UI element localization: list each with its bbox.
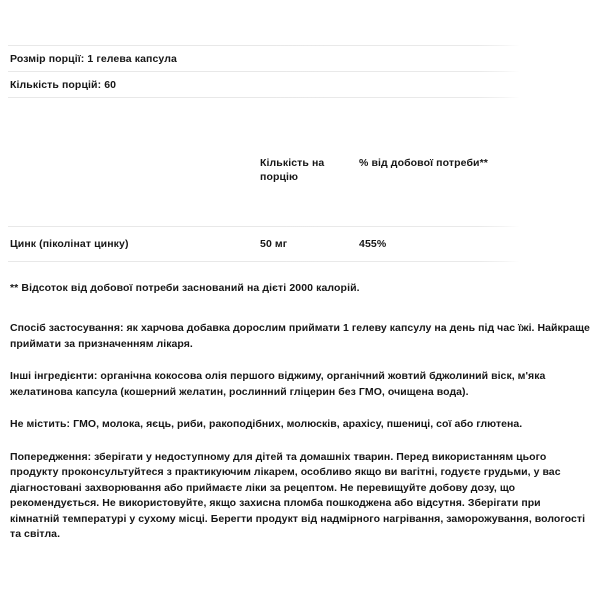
table-header-spacer xyxy=(8,98,600,156)
nutrient-amount: 50 мг xyxy=(260,238,288,250)
top-spacer xyxy=(8,0,600,45)
table-row xyxy=(8,227,600,261)
directions-text: Спосіб застосування: як харчова добавка дорослим приймати 1 гелеву капсулу на день під час їжі. Найкраще приймати за призначенням лікаря. xyxy=(10,322,590,350)
daily-value-footnote: ** Відсоток від добової потреби заснований на дієті 2000 калорій. xyxy=(10,282,360,294)
other-ingredients-text: Інші інгредієнти: органічна кокосова олія першого віджиму, органічний жовтий бджолиний віск, м'яка желатинова капсула (кошерний желатин, рослинний гліцерин без ГМО, очищена вода). xyxy=(10,370,546,398)
header-cell-amount-per-serving: Кількість на порцію xyxy=(260,157,325,183)
servings-per-container-row: Кількість порцій: 60 xyxy=(10,78,117,91)
nutrient-name: Цинк (піколінат цинку) xyxy=(10,238,129,250)
warning-text: Попередження: зберігати у недоступному для дітей та домашніх тварин. Перед використанням цього продукту проконсультуйтеся з практикуючим лікарем, особливо якщо ви вагітні, годуєте грудьми, у вас діагностовані захворювання або приймаєте ліки за рецептом. Не перевищуйте добову дозу, що рекомендується. Не використовуйте, якщо захисна пломба пошкоджена або відсутня. Зберігати при кімнатній температурі у сухому місці. Берегти продукт від надмірного нагрівання, заморожування, вологості та світла. xyxy=(10,450,586,540)
free-from-text: Не містить: ГМО, молока, яєць, риби, ракоподібних, молюсків, арахісу, пшениці, сої або глютена. xyxy=(10,418,523,430)
serving-size-row: Розмір порції: 1 гелева капсула xyxy=(10,52,177,65)
product-details xyxy=(8,321,600,543)
header-cell-daily-value: % від добової потреби** xyxy=(359,157,488,169)
nutrient-daily-value: 455% xyxy=(359,238,387,250)
footnote-spacer xyxy=(8,262,600,273)
table-header-row xyxy=(8,156,600,188)
prose-spacer xyxy=(8,303,600,321)
header-bottom-spacer xyxy=(8,188,600,226)
